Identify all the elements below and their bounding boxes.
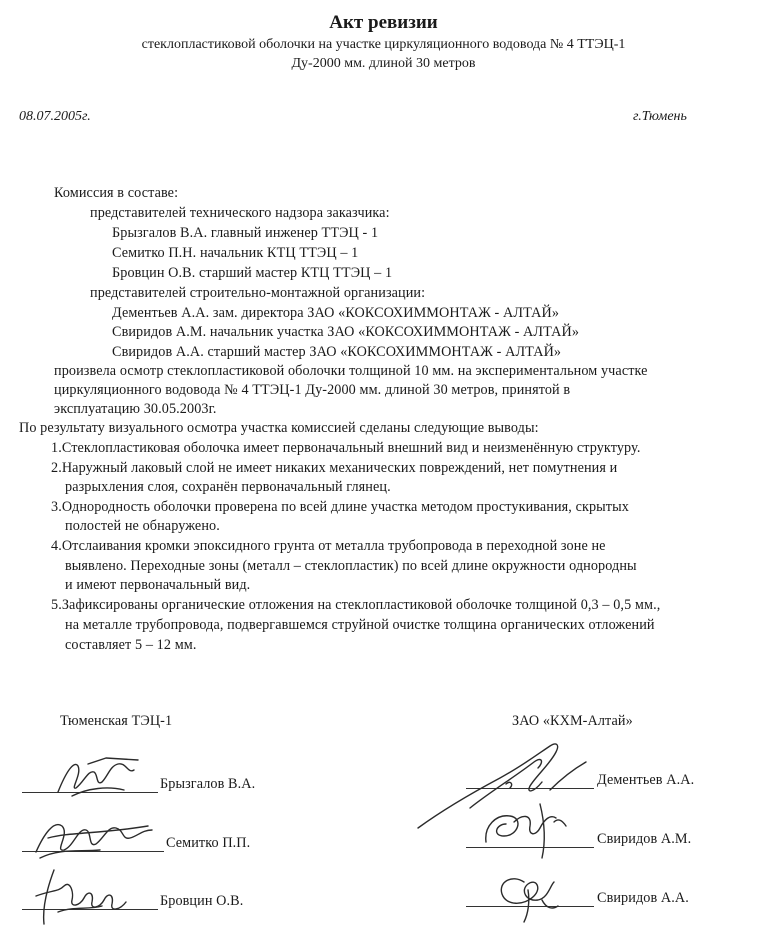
conclusion-line: 1.Стеклопластиковая оболочка имеет первоначальный внешний вид и неизменённую структуру.: [51, 440, 641, 456]
customer-member: Бровцин О.В. старший мастер КТЦ ТТЭЦ – 1: [112, 265, 393, 281]
handwritten-signature: [28, 862, 138, 932]
customer-member: Семитко П.Н. начальник КТЦ ТТЭЦ – 1: [112, 245, 359, 261]
contractor-group-label: представителей строительно-монтажной организации:: [90, 285, 426, 301]
signer-name: Брызгалов В.А.: [160, 776, 256, 792]
conclusion-line: разрыхления слоя, сохранён первоначальный глянец.: [65, 479, 391, 495]
handwritten-signature: [30, 808, 160, 863]
document-city: г.Тюмень: [633, 109, 687, 124]
customer-member: Брызгалов В.А. главный инженер ТТЭЦ - 1: [112, 225, 379, 241]
contractor-member: Дементьев А.А. зам. директора ЗАО «КОКСОХИММОНТАЖ - АЛТАЙ»: [112, 305, 560, 321]
statement-line: циркуляционного водовода № 4 ТТЭЦ-1 Ду-2000 мм. длиной 30 метров, принятой в: [54, 382, 571, 398]
document-title: Акт ревизии: [329, 12, 438, 33]
conclusion-line: 3.Однородность оболочки проверена по всей длине участка методом простукивания, скрытых: [51, 499, 629, 515]
contractor-member: Свиридов А.А. старший мастер ЗАО «КОКСОХИММОНТАЖ - АЛТАЙ»: [112, 344, 562, 360]
right-organization: ЗАО «КХМ-Алтай»: [512, 713, 633, 729]
conclusion-line: 4.Отслаивания кромки эпоксидного грунта от металла трубопровода в переходной зоне не: [51, 538, 606, 554]
contractor-member: Свиридов А.М. начальник участка ЗАО «КОКСОХИММОНТАЖ - АЛТАЙ»: [112, 324, 580, 340]
signer-name: Семитко П.П.: [166, 835, 251, 851]
signer-name: Свиридов А.М.: [597, 831, 692, 847]
document-subtitle-line-2: Ду-2000 мм. длиной 30 метров: [291, 56, 476, 71]
handwritten-signature: [484, 860, 574, 930]
signer-name: Свиридов А.А.: [597, 890, 689, 906]
left-organization: Тюменская ТЭЦ-1: [60, 713, 173, 729]
commission-intro: Комиссия в составе:: [54, 185, 179, 201]
statement-line: произвела осмотр стеклопластиковой оболочки толщиной 10 мм. на экспериментальном участке: [54, 363, 648, 379]
signer-name: Дементьев А.А.: [597, 772, 695, 788]
conclusion-line: составляет 5 – 12 мм.: [65, 637, 197, 653]
document-date: 08.07.2005г.: [19, 109, 91, 124]
document-subtitle-line-1: стеклопластиковой оболочки на участке циркуляционного водовода № 4 ТТЭЦ-1: [141, 37, 626, 52]
conclusion-line: на металле трубопровода, подвергавшемся струйной очистке толщина органических отложений: [65, 617, 655, 633]
conclusion-line: 5.Зафиксированы органические отложения на стеклопластиковой оболочке толщиной 0,3 – 0,5 мм.,: [51, 597, 661, 613]
handwritten-signature: [48, 752, 148, 802]
statement-line: эксплуатацию 30.05.2003г.: [54, 401, 217, 417]
conclusion-line: 2.Наружный лаковый слой не имеет никаких механических повреждений, нет помутнения и: [51, 460, 618, 476]
conclusion-line: и имеют первоначальный вид.: [65, 577, 251, 593]
conclusion-line: полостей не обнаружено.: [65, 518, 220, 534]
customer-group-label: представителей технического надзора заказчика:: [90, 205, 390, 221]
handwritten-signature: [470, 796, 580, 866]
conclusions-intro: По результату визуального осмотра участка комиссией сделаны следующие выводы:: [19, 420, 539, 436]
conclusion-line: выявлено. Переходные зоны (металл – стеклопластик) по всей длине окружности однородны: [65, 558, 637, 574]
signer-name: Бровцин О.В.: [160, 893, 244, 909]
